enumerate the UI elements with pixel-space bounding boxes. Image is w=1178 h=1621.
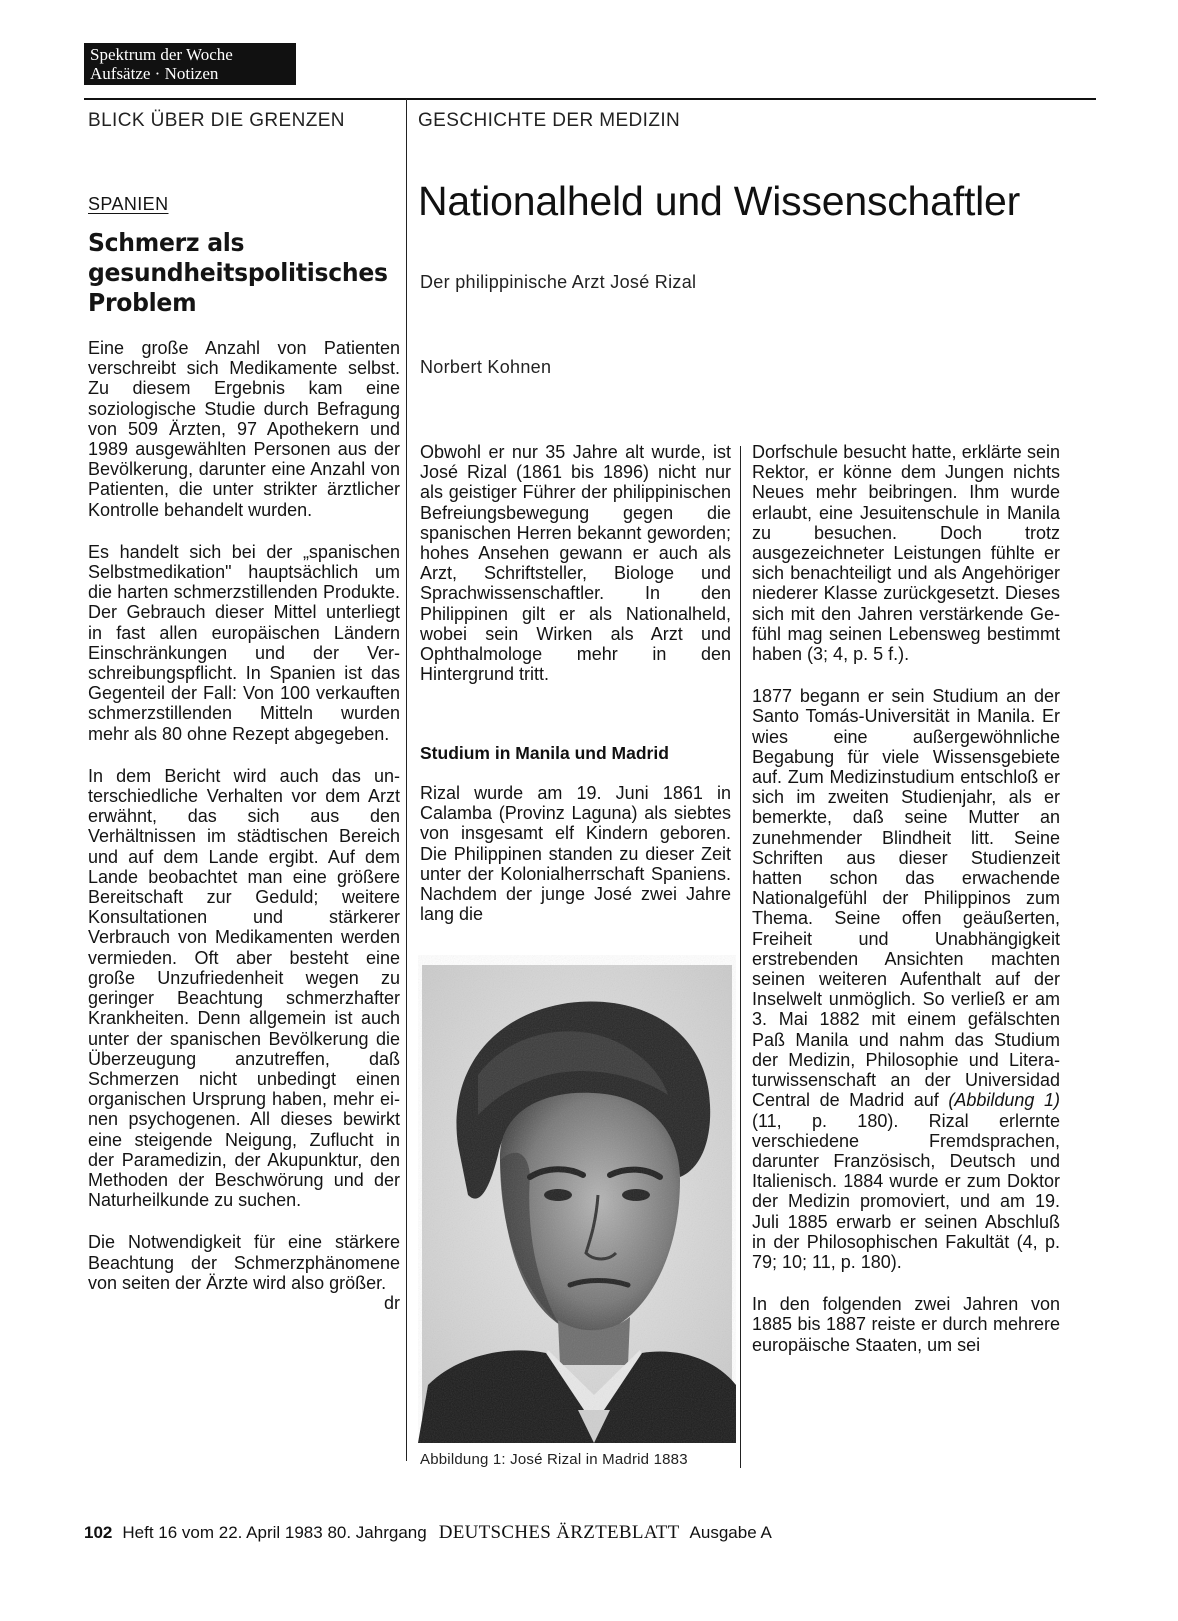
page-footer <box>84 1522 772 1544</box>
article-right-column <box>752 442 1060 1355</box>
column-divider-left <box>406 99 407 1461</box>
sidebar-signature: dr <box>383 1292 400 1313</box>
edition-label: Ausgabe A <box>689 1523 772 1542</box>
column-divider-right <box>740 446 741 1468</box>
article-section-1 <box>420 783 731 924</box>
portrait-photo <box>418 955 736 1443</box>
section-1-paragraph: Rizal wurde am 19. Juni 1861 in Calamba (Provinz Laguna) als siebtes von insgesamt elf Kindern geboren. Die Philippinen standen zu dieser Zeit unter der Kolonialherrschaft Spaniens. Nachdem der junge José zwei Jahre lang die <box>420 783 731 925</box>
article-author: Norbert Kohnen <box>420 357 552 377</box>
sidebar-paragraph-last <box>88 1232 400 1313</box>
intro-paragraph: Obwohl er nur 35 Jahre alt wurde, ist José Rizal (1861 bis 1896) nicht nur als geistiger Führer der philippinischen Befreiungsbewegung gegen die spanischen Herren bekannt geworden; hohes Ansehen gewann er auch als Arzt, Schriftsteller, Biologe und Sprachwissenschaftler. In den Philippinen gilt er als Nationalheld, wobei sein Wirken als Arzt und Ophthalmologe mehr in den Hintergrund tritt. <box>420 442 731 685</box>
sidebar-paragraph: Eine große Anzahl von Patienten verschreibt sich Medikamente selbst. Zu diesem Ergebnis kam eine soziologische Studie durch Befragung von 509 Ärzten, 97 Apothekern und 1989 ausgewählten Personen aus der Bevölkerung, darunter eine Anzahl von Patienten, die unter strikter ärztlicher Kontrolle behandelt wurden. <box>88 338 400 520</box>
figure-reference: (Abbildung 1) <box>948 1090 1060 1111</box>
article-title: Nationalheld und Wissenschaftler <box>418 178 1021 224</box>
sidebar-headline: Schmerz als gesundheitspolitisches Problem <box>88 228 388 317</box>
figure-caption: Abbildung 1: José Rizal in Madrid 1883 <box>420 1451 688 1468</box>
right-paragraph-2-text-b: (11, p. 180). Rizal erlernte verschiedene Fremdsprachen, darunter Französisch, Deutsch und Italienisch. 1884 wurde er zum Doktor der Medizin promoviert, und am 19. Juli 1885 erwarb er seinen Abschluß in der Philosophischen Fakultät (4, p. 79; 10; 11, p. 180). <box>752 1110 1060 1272</box>
section-label-left: BLICK ÜBER DIE GRENZEN <box>88 110 345 131</box>
article-subtitle: Der philippinische Arzt José Rizal <box>420 272 697 292</box>
sidebar-kicker: SPANIEN <box>88 194 169 214</box>
right-paragraph-3: In den folgenden zwei Jahren von 1885 bis 1887 reiste er durch mehrere europäische Staaten, um sei <box>752 1294 1060 1355</box>
page-number: 102 <box>84 1523 113 1542</box>
right-paragraph-2 <box>752 686 1060 1272</box>
sidebar-paragraph: In dem Bericht wird auch das unterschiedliche Verhalten vor dem Arzt erwähnt, das sich aus den Verhältnissen im städtischen Bereich und auf dem Lande ergibt. Auf dem Lande beobachtet man eine größere Bereitschaft zur Geduld; weitere Konsultationen und stärkerer Verbrauch von Medikamenten werden vermieden. Oft aber besteht eine große Unzufriedenheit wegen zu geringer Beachtung schmerzhafter Krankheiten. Denn allgemein ist auch unter der spanischen Bevölkerung die Überzeugung anzutreffen, daß Schmerzen nicht unbedingt einen organischen Ursprung haben, mehr einen psychogenen. All dieses bewirkt eine steigende Neigung, Zuflucht in der Paramedizin, der Akupunktur, den Methoden der Beschwörung und der Naturheilkunde zu suchen. <box>88 765 400 1211</box>
issue-info: Heft 16 vom 22. April 1983 80. Jahrgang <box>122 1523 427 1542</box>
portrait-illustration <box>418 955 736 1443</box>
article-intro <box>420 442 731 684</box>
masthead-box <box>84 43 296 85</box>
top-rule <box>84 98 1096 100</box>
article-subheading: Studium in Manila und Madrid <box>420 743 669 763</box>
masthead-line-2: Aufsätze · Notizen <box>90 64 219 83</box>
sidebar-body <box>88 338 400 1313</box>
masthead-line-1: Spektrum der Woche <box>90 45 233 64</box>
journal-name: DEUTSCHES ÄRZTEBLATT <box>438 1522 680 1543</box>
sidebar-paragraph-text: Die Notwendigkeit für eine stärkere Beachtung der Schmerzphänomene von seiten der Ärzte wird also größer. <box>88 1232 400 1293</box>
sidebar-paragraph: Es handelt sich bei der „spanischen Selbstmedikation" hauptsächlich um die harten schmerzstillenden Produkte. Der Gebrauch dieser Mittel unterliegt in fast allen europäischen Ländern Einschränkungen und der Verschreibungspflicht. In Spanien ist das Gegenteil der Fall: Von 100 verkauften schmerzstillenden Mitteln wurden mehr als 80 ohne Rezept abgegeben. <box>88 541 400 744</box>
right-paragraph-1: Dorfschule besucht hatte, erklärte sein Rektor, er könne dem Jungen nichts Neues mehr beibringen. Ihm wurde erlaubt, eine Jesuitenschule in Manila zu besuchen. Doch trotz ausgezeichneter Leistungen fühlte er sich benachteiligt und als Angehöriger niederer Klasse zurückgesetzt. Dieses sich mit den Jahren verstärkende Gefühl mag seinen Lebensweg bestimmt haben (3; 4, p. 5 f.). <box>752 442 1060 665</box>
right-paragraph-2-text-a: 1877 begann er sein Studium an der Santo Tomás-Universität in Manila. Er wies eine außergewöhnliche Begabung für viele Wissensgebiete auf. Zum Medizinstudium entschloß er sich im zweiten Studienjahr, als er bemerkte, daß seine Mutter an zunehmender Blindheit litt. Seine Schriften aus dieser Studienzeit hatten schon das erwachende Nationalgefühl der Philippinos zum Thema. Seine offen geäußerten, Freiheit und Unabhängigkeit erstrebenden Ansichten machten seinen weiteren Aufenthalt auf der Inselwelt unmöglich. So verließ er am 3. Mai 1882 mit einem gefälschten Paß Manila und nahm das Studium der Medizin, Philosophie und Literaturwissenschaft an der Universidad Central de Madrid auf <box>752 686 1060 1111</box>
section-label-right: GESCHICHTE DER MEDIZIN <box>418 110 681 131</box>
